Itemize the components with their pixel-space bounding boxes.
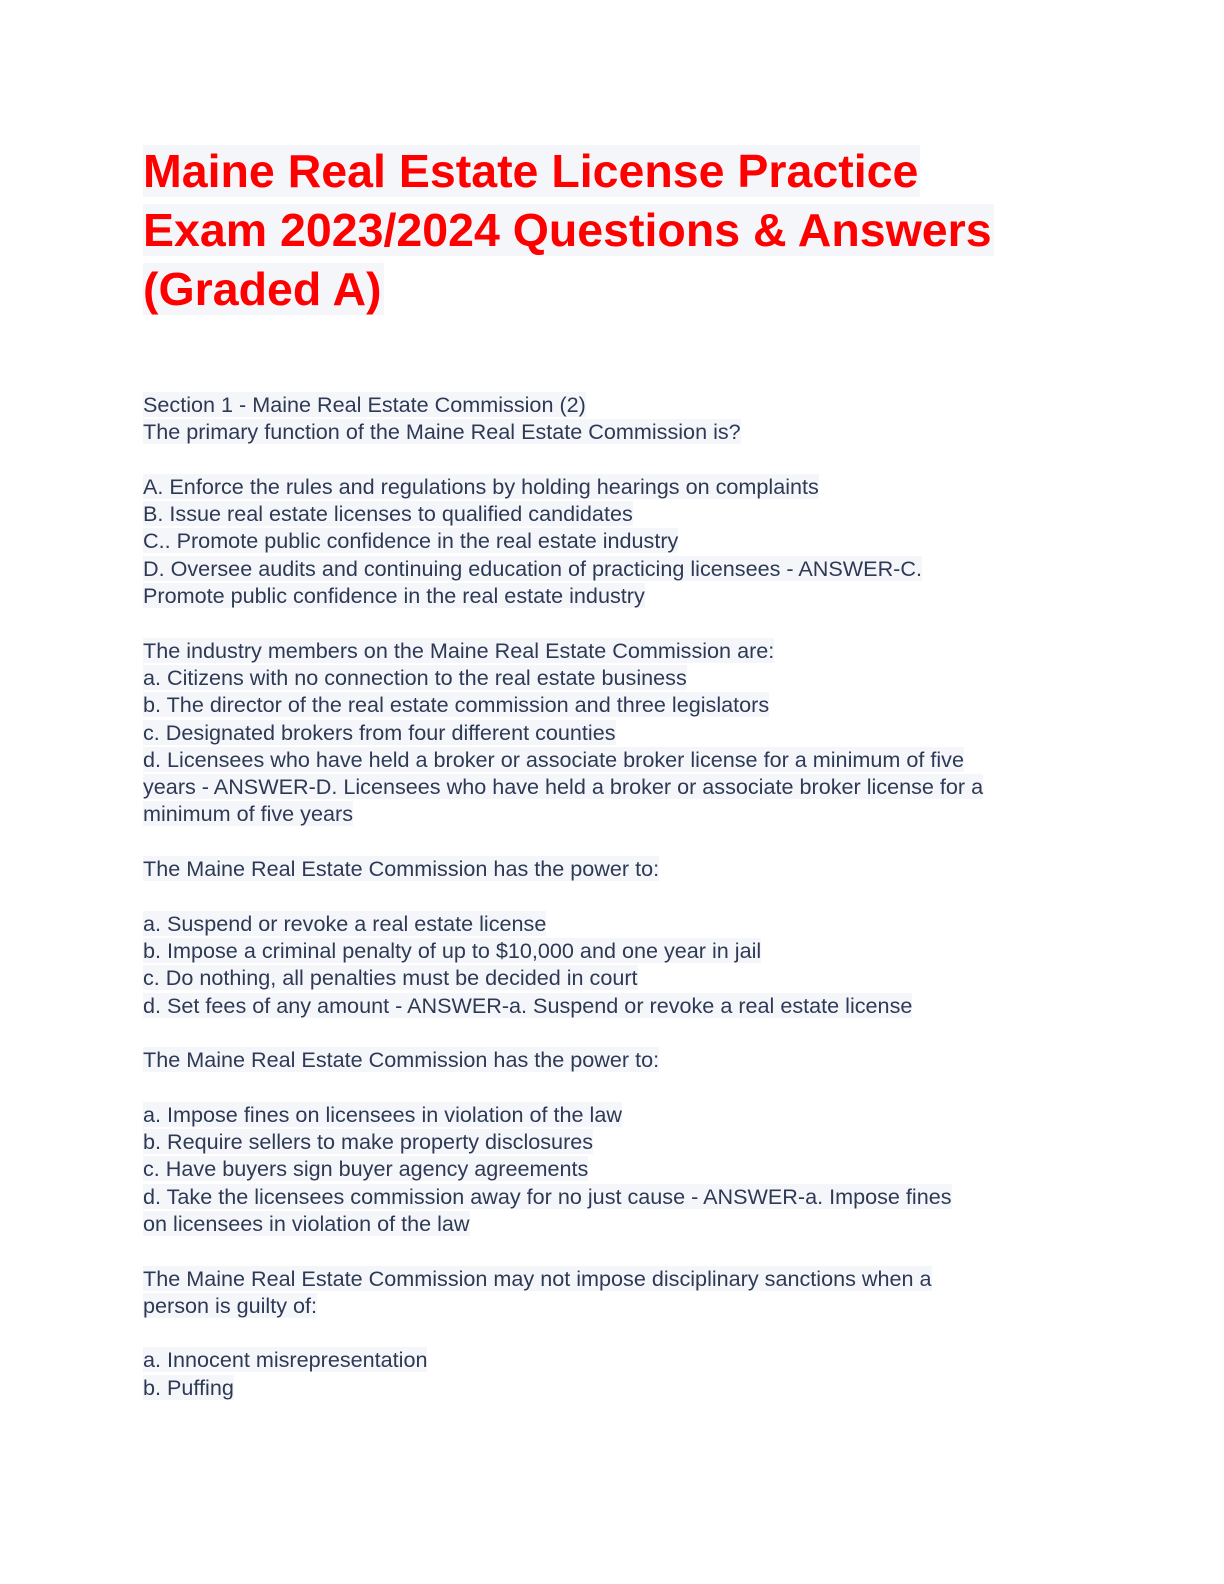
text-line-content: The Maine Real Estate Commission may not impose disciplinary sanctions when a [143,1265,932,1291]
blank-line [143,882,983,909]
blank-line [143,609,983,636]
text-line [143,937,983,964]
text-line [143,555,983,582]
blank-line [143,828,983,855]
text-line-content: person is guilty of: [143,1292,318,1318]
text-line-content: b. Impose a criminal penalty of up to $10,000 and one year in jail [143,937,762,963]
document-title [143,142,994,319]
text-line [143,1346,983,1373]
text-line [143,664,983,691]
text-line-content: The industry members on the Maine Real Estate Commission are: [143,637,775,663]
text-line [143,1210,983,1237]
text-block [143,391,983,473]
text-line-content: d. Set fees of any amount - ANSWER-a. Suspend or revoke a real estate license [143,992,913,1018]
text-line [143,964,983,991]
text-line [143,691,983,718]
text-line-content: c. Designated brokers from four different counties [143,719,616,745]
text-line-content: The Maine Real Estate Commission has the power to: [143,856,660,882]
title-line-text: Exam 2023/2024 Questions & Answers [143,204,992,256]
text-line [143,527,983,554]
blank-line [143,1319,983,1346]
text-line-content: b. Puffing [143,1374,234,1400]
text-line [143,1265,983,1292]
title-line-text: Maine Real Estate License Practice [143,145,919,197]
text-line [143,391,983,418]
text-line [143,800,983,827]
text-block [143,1346,983,1401]
text-line [143,746,983,773]
text-line-content: b. The director of the real estate commission and three legislators [143,692,770,718]
text-block [143,910,983,1046]
blank-line [143,1019,983,1046]
text-line [143,1128,983,1155]
text-line [143,910,983,937]
text-line-content: a. Citizens with no connection to the real estate business [143,664,687,690]
text-line [143,418,983,445]
blank-line [143,1237,983,1264]
text-block [143,1265,983,1347]
text-line-content: d. Licensees who have held a broker or associate broker license for a minimum of five [143,746,964,772]
text-line-content: Section 1 - Maine Real Estate Commission (2) [143,392,586,417]
text-line-content: on licensees in violation of the law [143,1210,470,1236]
text-line [143,1101,983,1128]
text-line [143,1183,983,1210]
text-line [143,855,983,882]
text-line-content: The Maine Real Estate Commission has the power to: [143,1047,660,1073]
title-line [143,260,994,319]
text-line-content: b. Require sellers to make property disclosures [143,1129,594,1155]
title-line-text: (Graded A) [143,263,382,315]
text-line [143,1374,983,1401]
text-line-content: years - ANSWER-D. Licensees who have held a broker or associate broker license for a [143,774,984,800]
text-line [143,637,983,664]
text-line-content: d. Take the licensees commission away for no just cause - ANSWER-a. Impose fines [143,1183,952,1209]
text-line-content: c. Do nothing, all penalties must be decided in court [143,965,638,991]
text-line-content: minimum of five years [143,801,353,827]
text-line-content: D. Oversee audits and continuing education of practicing licensees - ANSWER-C. [143,555,922,581]
text-line-content: a. Impose fines on licensees in violation of the law [143,1101,622,1127]
text-line [143,582,983,609]
text-line [143,992,983,1019]
title-line [143,142,994,201]
text-line-content: Promote public confidence in the real estate industry [143,583,645,609]
text-line-content: a. Innocent misrepresentation [143,1347,428,1373]
text-block [143,473,983,637]
text-line [143,1155,983,1182]
text-block [143,637,983,855]
text-block [143,1046,983,1101]
text-line-content: A. Enforce the rules and regulations by holding hearings on complaints [143,473,819,499]
text-block [143,855,983,910]
blank-line [143,1073,983,1100]
text-line-content: B. Issue real estate licenses to qualified candidates [143,501,633,527]
text-line [143,719,983,746]
text-line [143,473,983,500]
blank-line [143,446,983,473]
text-line-content: a. Suspend or revoke a real estate license [143,910,547,936]
text-line [143,1292,983,1319]
text-line-content: C.. Promote public confidence in the real estate industry [143,528,679,554]
document-body [143,391,983,1401]
text-line [143,1046,983,1073]
text-line-content: The primary function of the Maine Real Estate Commission is? [143,419,741,445]
text-line-content: c. Have buyers sign buyer agency agreements [143,1156,589,1182]
text-line [143,500,983,527]
text-block [143,1101,983,1265]
title-line [143,201,994,260]
text-line [143,773,983,800]
